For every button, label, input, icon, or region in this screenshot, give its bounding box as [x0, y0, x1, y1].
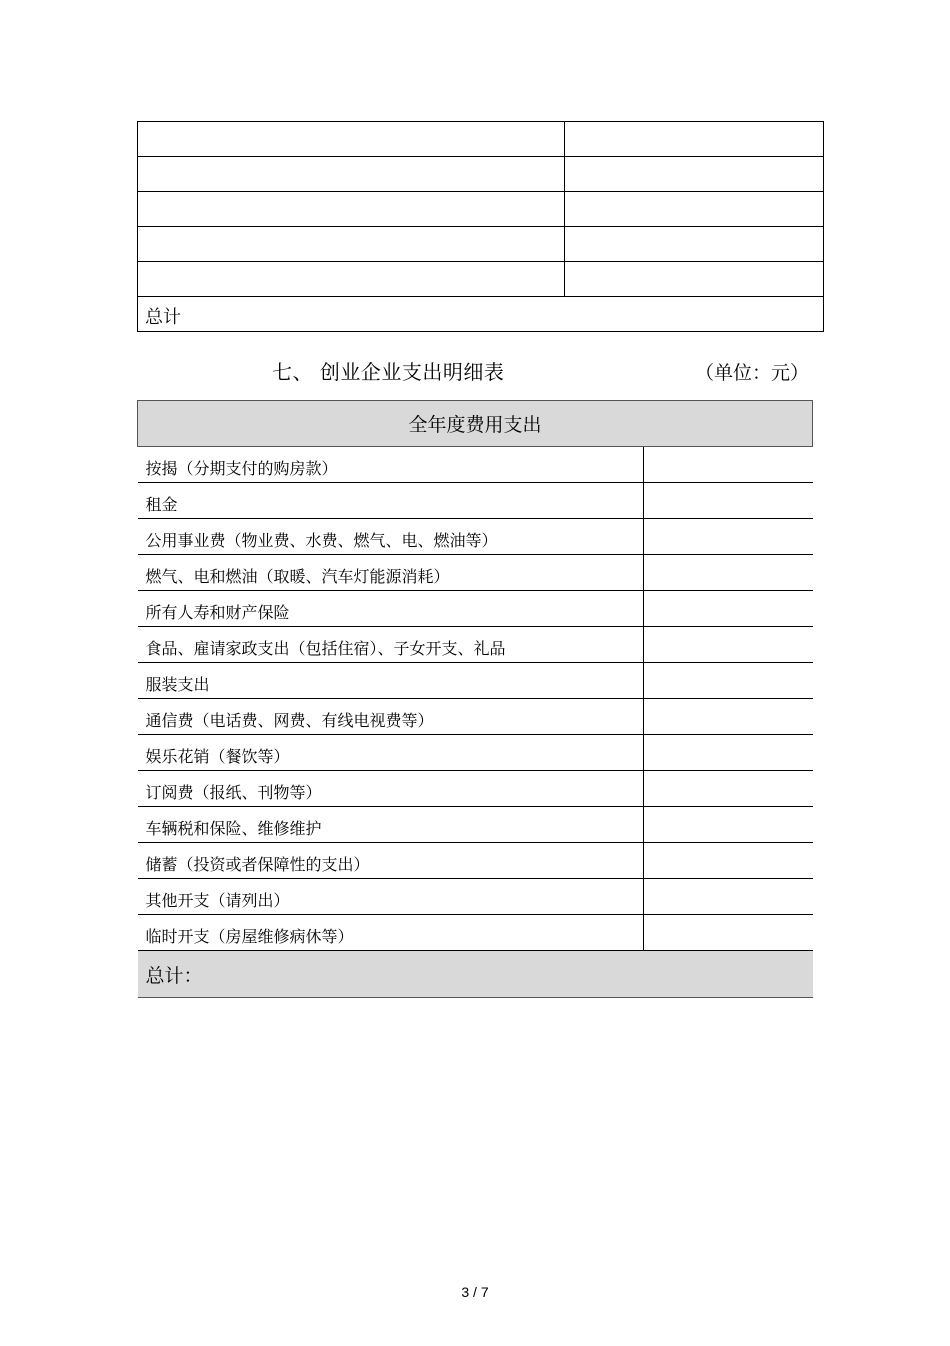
expense-amount-cell[interactable] [644, 627, 813, 663]
expense-item-label: 通信费（电话费、网费、有线电视费等） [138, 699, 644, 735]
expense-total-label: 总计： [138, 951, 813, 998]
top-table-cell[interactable] [138, 262, 565, 297]
top-table-value-cell[interactable] [565, 227, 824, 262]
expense-amount-cell[interactable] [644, 843, 813, 879]
top-table-cell[interactable] [138, 157, 565, 192]
expense-row [138, 555, 813, 591]
expense-item-label: 按揭（分期支付的购房款） [138, 447, 644, 483]
expense-row [138, 591, 813, 627]
expense-item-label: 食品、雇请家政支出（包括住宿）、子女开支、礼品 [138, 627, 644, 663]
expense-item-label: 燃气、电和燃油（取暖、汽车灯能源消耗） [138, 555, 644, 591]
expense-amount-cell[interactable] [644, 519, 813, 555]
top-table-row [138, 192, 824, 227]
expense-row [138, 735, 813, 771]
expense-amount-cell[interactable] [644, 663, 813, 699]
top-table-cell[interactable] [138, 227, 565, 262]
top-table-value-cell[interactable] [565, 192, 824, 227]
expense-row [138, 699, 813, 735]
expense-item-label: 娱乐花销（餐饮等） [138, 735, 644, 771]
expense-amount-cell[interactable] [644, 555, 813, 591]
top-table-value-cell[interactable] [565, 157, 824, 192]
top-table-value-cell[interactable] [565, 262, 824, 297]
expense-total-row [138, 951, 813, 998]
expense-row [138, 915, 813, 951]
expense-amount-cell[interactable] [644, 771, 813, 807]
top-table-cell[interactable] [138, 122, 565, 157]
expense-row [138, 807, 813, 843]
expense-row [138, 771, 813, 807]
page-number: 3 / 7 [461, 1284, 489, 1300]
expense-row [138, 843, 813, 879]
top-table [137, 121, 824, 332]
expense-row [138, 483, 813, 519]
top-table-total-row [138, 297, 824, 332]
top-table-row [138, 227, 824, 262]
expense-row [138, 663, 813, 699]
expense-item-label: 服装支出 [138, 663, 644, 699]
expense-item-label: 储蓄（投资或者保障性的支出） [138, 843, 644, 879]
expense-amount-cell[interactable] [644, 483, 813, 519]
top-table-row [138, 157, 824, 192]
top-table-row [138, 122, 824, 157]
expense-header: 全年度费用支出 [138, 401, 813, 447]
expense-amount-cell[interactable] [644, 735, 813, 771]
expense-row [138, 627, 813, 663]
expense-amount-cell[interactable] [644, 447, 813, 483]
top-table-cell[interactable] [138, 192, 565, 227]
top-table-value-cell[interactable] [565, 122, 824, 157]
expense-item-label: 其他开支（请列出） [138, 879, 644, 915]
expense-row [138, 519, 813, 555]
expense-item-label: 订阅费（报纸、刊物等） [138, 771, 644, 807]
expense-amount-cell[interactable] [644, 915, 813, 951]
expense-amount-cell[interactable] [644, 591, 813, 627]
unit-label: （单位：元） [695, 362, 810, 384]
expense-amount-cell[interactable] [644, 807, 813, 843]
top-table-total-label: 总计 [138, 297, 824, 332]
expense-header-row [138, 401, 813, 447]
expense-item-label: 公用事业费（物业费、水费、燃气、电、燃油等） [138, 519, 644, 555]
expense-amount-cell[interactable] [644, 879, 813, 915]
section-title: 七、 创业企业支出明细表 [272, 360, 505, 384]
expense-item-label: 租金 [138, 483, 644, 519]
expense-item-label: 临时开支（房屋维修病休等） [138, 915, 644, 951]
expense-row [138, 879, 813, 915]
expense-item-label: 所有人寿和财产保险 [138, 591, 644, 627]
top-table-row [138, 262, 824, 297]
expense-row [138, 447, 813, 483]
expense-table [137, 400, 813, 998]
expense-item-label: 车辆税和保险、维修维护 [138, 807, 644, 843]
expense-amount-cell[interactable] [644, 699, 813, 735]
